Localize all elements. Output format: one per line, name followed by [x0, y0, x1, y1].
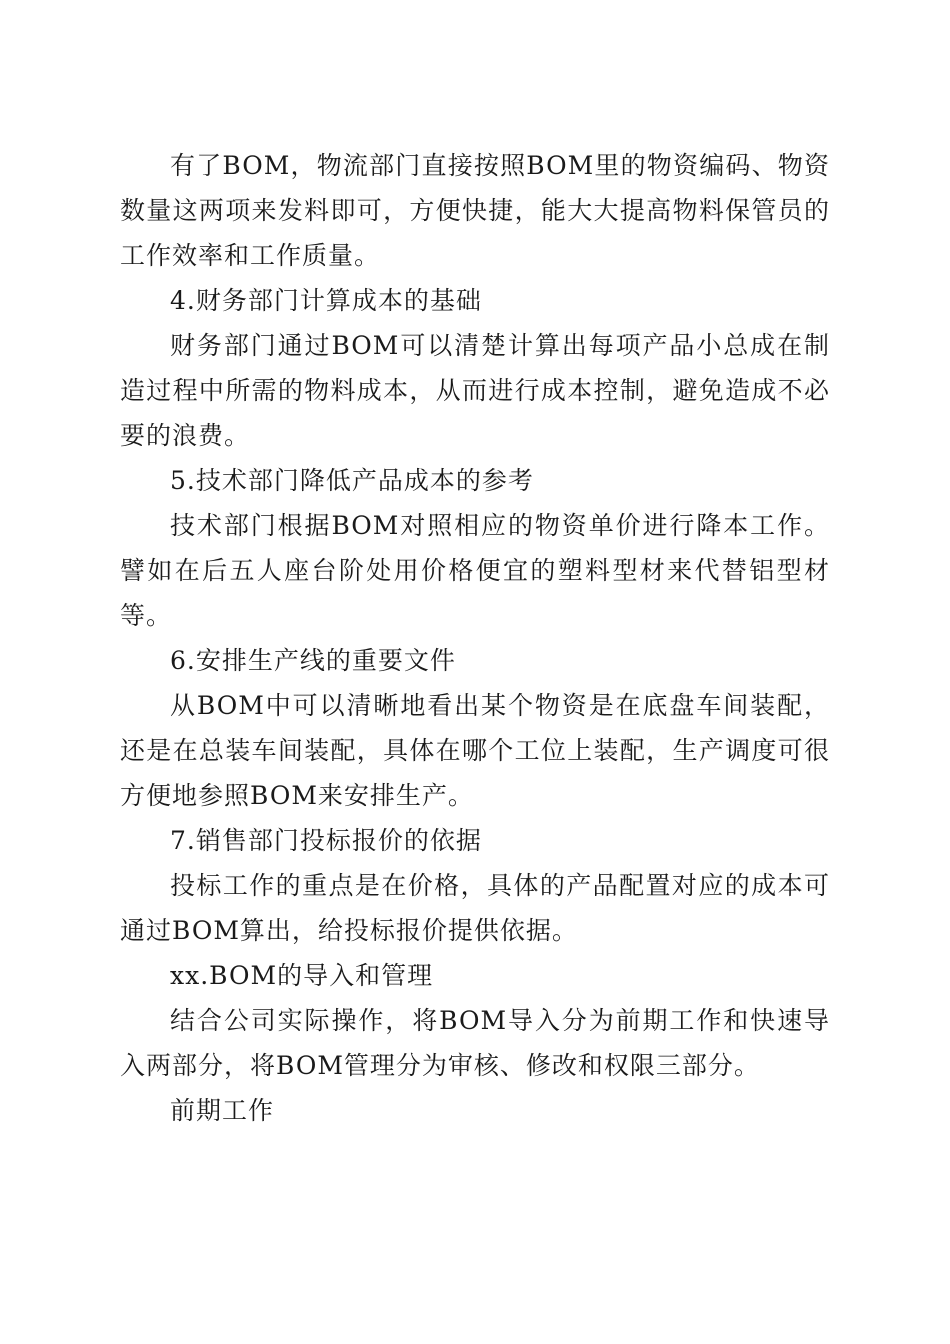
heading-finance-cost-basis: 4.财务部门计算成本的基础 [170, 286, 482, 315]
heading-sales-bidding: 7.销售部门投标报价的依据 [170, 826, 482, 855]
heading-bom-import-management: xx.BOM的导入和管理 [170, 961, 434, 990]
paragraph-tech-cost: 技术部门根据BOM对照相应的物资单价进行降本工作。譬如在后五人座台阶处用价格便宜的塑料型材来代替铝型材等。 [120, 511, 830, 630]
heading-production-line: 6.安排生产线的重要文件 [170, 646, 456, 675]
document-body [120, 143, 830, 1133]
heading-tech-cost-reference: 5.技术部门降低产品成本的参考 [170, 466, 534, 495]
paragraph-sales-bidding: 投标工作的重点是在价格，具体的产品配置对应的成本可通过BOM算出，给投标报价提供依据。 [120, 871, 830, 945]
paragraph-bom-logistics: 有了BOM，物流部门直接按照BOM里的物资编码、物资数量这两项来发料即可，方便快捷，能大大提高物料保管员的工作效率和工作质量。 [120, 151, 830, 270]
paragraph-finance-cost: 财务部门通过BOM可以清楚计算出每项产品小总成在制造过程中所需的物料成本，从而进行成本控制，避免造成不必要的浪费。 [120, 331, 830, 450]
paragraph-bom-import-management: 结合公司实际操作，将BOM导入分为前期工作和快速导入两部分，将BOM管理分为审核、修改和权限三部分。 [120, 1006, 830, 1080]
paragraph-production-line: 从BOM中可以清晰地看出某个物资是在底盘车间装配，还是在总装车间装配，具体在哪个工位上装配，生产调度可很方便地参照BOM来安排生产。 [120, 691, 830, 810]
heading-preliminary-work: 前期工作 [170, 1096, 275, 1125]
